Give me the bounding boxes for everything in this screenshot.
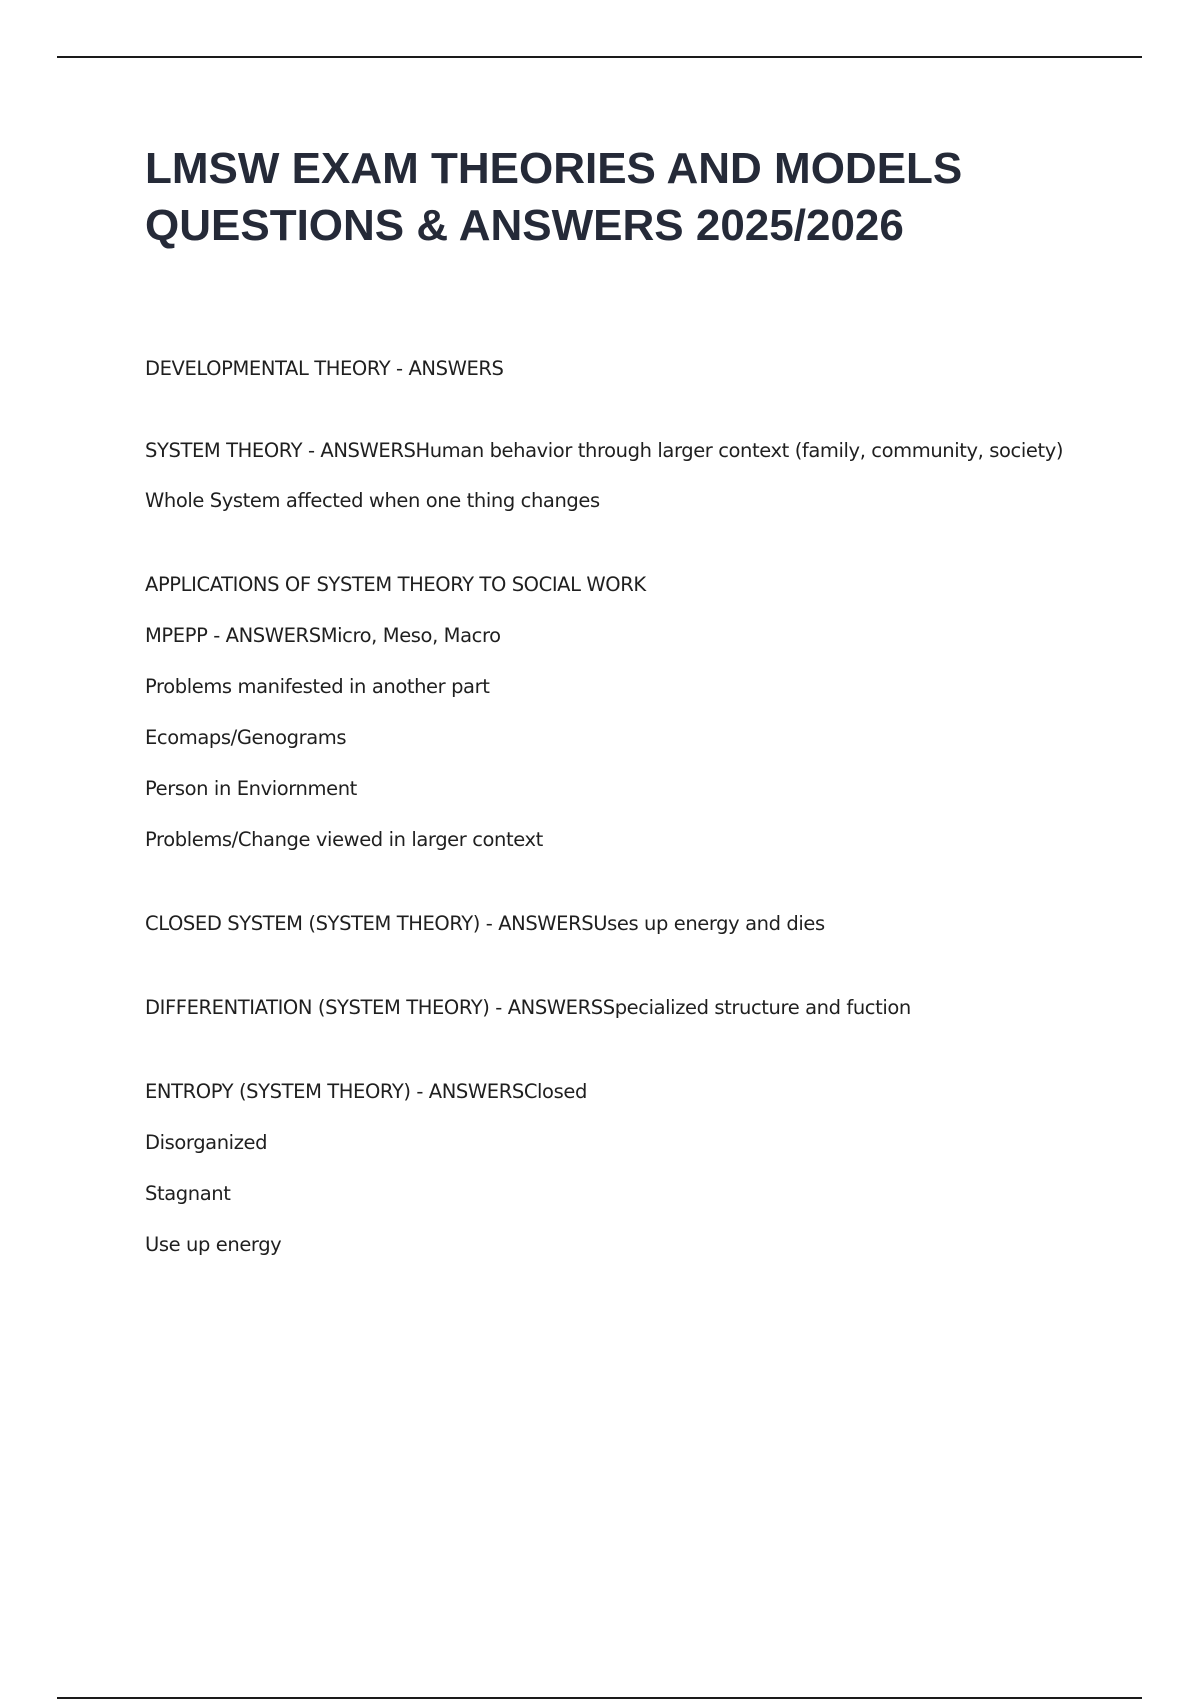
qa-entries [145, 352, 1065, 1262]
entry-line: Disorganized [145, 1131, 268, 1154]
entry-line: DEVELOPMENTAL THEORY - ANSWERS [145, 357, 504, 380]
page-content [145, 140, 1065, 1312]
document-title-line-2: QUESTIONS & ANSWERS 2025/2026 [145, 201, 904, 250]
entry-line: Stagnant [145, 1182, 231, 1205]
entry-line: SYSTEM THEORY - ANSWERSHuman behavior through larger context (family, community, society) [145, 439, 1064, 462]
qa-entry-entropy [145, 1075, 1065, 1262]
document-title [145, 140, 1065, 254]
entry-line: CLOSED SYSTEM (SYSTEM THEORY) - ANSWERSUses up energy and dies [145, 912, 825, 935]
entry-line: APPLICATIONS OF SYSTEM THEORY TO SOCIAL WORK [145, 573, 646, 596]
top-rule [57, 56, 1142, 58]
entry-line: Problems/Change viewed in larger context [145, 828, 543, 851]
entry-line: Problems manifested in another part [145, 675, 490, 698]
qa-entry-applications-system-theory [145, 568, 1065, 857]
entry-line: Use up energy [145, 1233, 282, 1256]
qa-entry-system-theory [145, 434, 1065, 518]
entry-line: Whole System affected when one thing changes [145, 489, 600, 512]
entry-line: DIFFERENTIATION (SYSTEM THEORY) - ANSWERSSpecialized structure and fuction [145, 996, 911, 1019]
entry-line: Ecomaps/Genograms [145, 726, 347, 749]
qa-entry-developmental-theory [145, 352, 1065, 386]
bottom-rule [57, 1697, 1142, 1699]
qa-entry-closed-system [145, 907, 1065, 941]
entry-line: MPEPP - ANSWERSMicro, Meso, Macro [145, 624, 501, 647]
document-title-line-1: LMSW EXAM THEORIES AND MODELS [145, 144, 963, 193]
entry-line: Person in Enviornment [145, 777, 357, 800]
entry-line: ENTROPY (SYSTEM THEORY) - ANSWERSClosed [145, 1080, 587, 1103]
qa-entry-differentiation [145, 991, 1065, 1025]
